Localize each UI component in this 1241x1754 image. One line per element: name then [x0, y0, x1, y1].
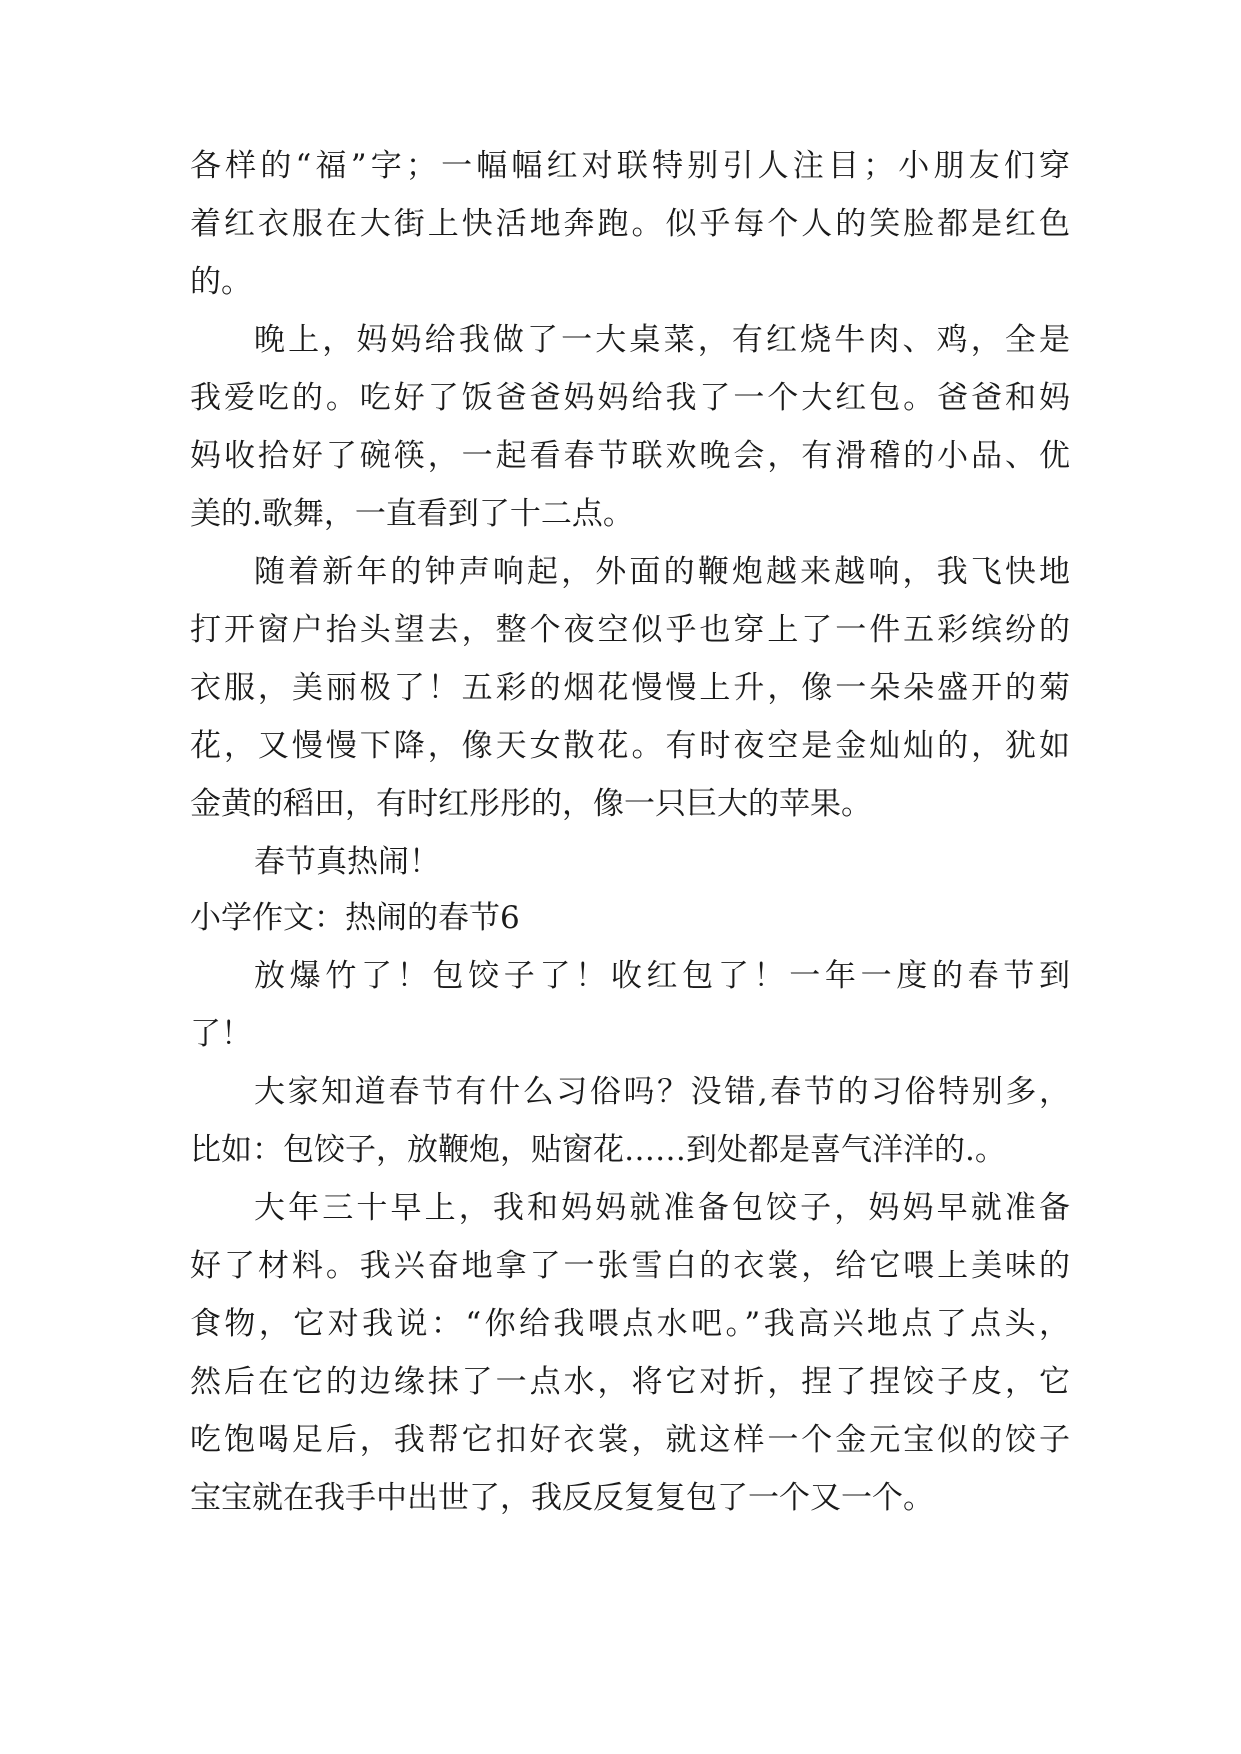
paragraph-line: 着红衣服在大街上快活地奔跑。似乎每个人的笑脸都是红色 [190, 206, 1070, 242]
paragraph-line: 宝宝就在我手中出世了，我反反复复包了一个又一个。 [190, 1480, 934, 1516]
paragraph-line: 比如：包饺子，放鞭炮，贴窗花……到处都是喜气洋洋的.。 [190, 1132, 1006, 1168]
paragraph-line: 打开窗户抬头望去，整个夜空似乎也穿上了一件五彩缤纷的 [190, 612, 1070, 648]
paragraph-line: 然后在它的边缘抹了一点水，将它对折，捏了捏饺子皮，它 [190, 1364, 1070, 1400]
paragraph-line: 春节真热闹！ [254, 844, 440, 880]
paragraph-line: 的。 [190, 264, 252, 300]
paragraph-line: 了！ [190, 1016, 252, 1052]
paragraph-line: 吃饱喝足后，我帮它扣好衣裳，就这样一个金元宝似的饺子 [190, 1422, 1070, 1458]
paragraph-line: 晚上，妈妈给我做了一大桌菜，有红烧牛肉、鸡，全是 [254, 322, 1070, 358]
paragraph-line: 放爆竹了！包饺子了！收红包了！一年一度的春节到 [254, 958, 1070, 994]
paragraph-line: 随着新年的钟声响起，外面的鞭炮越来越响，我飞快地 [254, 554, 1070, 590]
section-title: 小学作文：热闹的春节6 [190, 900, 520, 936]
paragraph-line: 我爱吃的。吃好了饭爸爸妈妈给我了一个大红包。爸爸和妈 [190, 380, 1070, 416]
paragraph-line: 金黄的稻田，有时红彤彤的，像一只巨大的苹果。 [190, 786, 872, 822]
paragraph-line: 衣服，美丽极了！五彩的烟花慢慢上升，像一朵朵盛开的菊 [190, 670, 1070, 706]
paragraph-line: 各样的“福”字；一幅幅红对联特别引人注目；小朋友们穿 [190, 148, 1070, 184]
paragraph-line: 大年三十早上，我和妈妈就准备包饺子，妈妈早就准备 [254, 1190, 1070, 1226]
paragraph-line: 花，又慢慢下降，像天女散花。有时夜空是金灿灿的，犹如 [190, 728, 1070, 764]
paragraph-line: 大家知道春节有什么习俗吗？没错,春节的习俗特别多， [254, 1074, 1070, 1110]
paragraph-line: 美的.歌舞，一直看到了十二点。 [190, 496, 634, 532]
paragraph-line: 好了材料。我兴奋地拿了一张雪白的衣裳，给它喂上美味的 [190, 1248, 1070, 1284]
paragraph-line: 妈收拾好了碗筷，一起看春节联欢晚会，有滑稽的小品、优 [190, 438, 1070, 474]
paragraph-line: 食物，它对我说：“你给我喂点水吧。”我高兴地点了点头， [190, 1306, 1070, 1342]
